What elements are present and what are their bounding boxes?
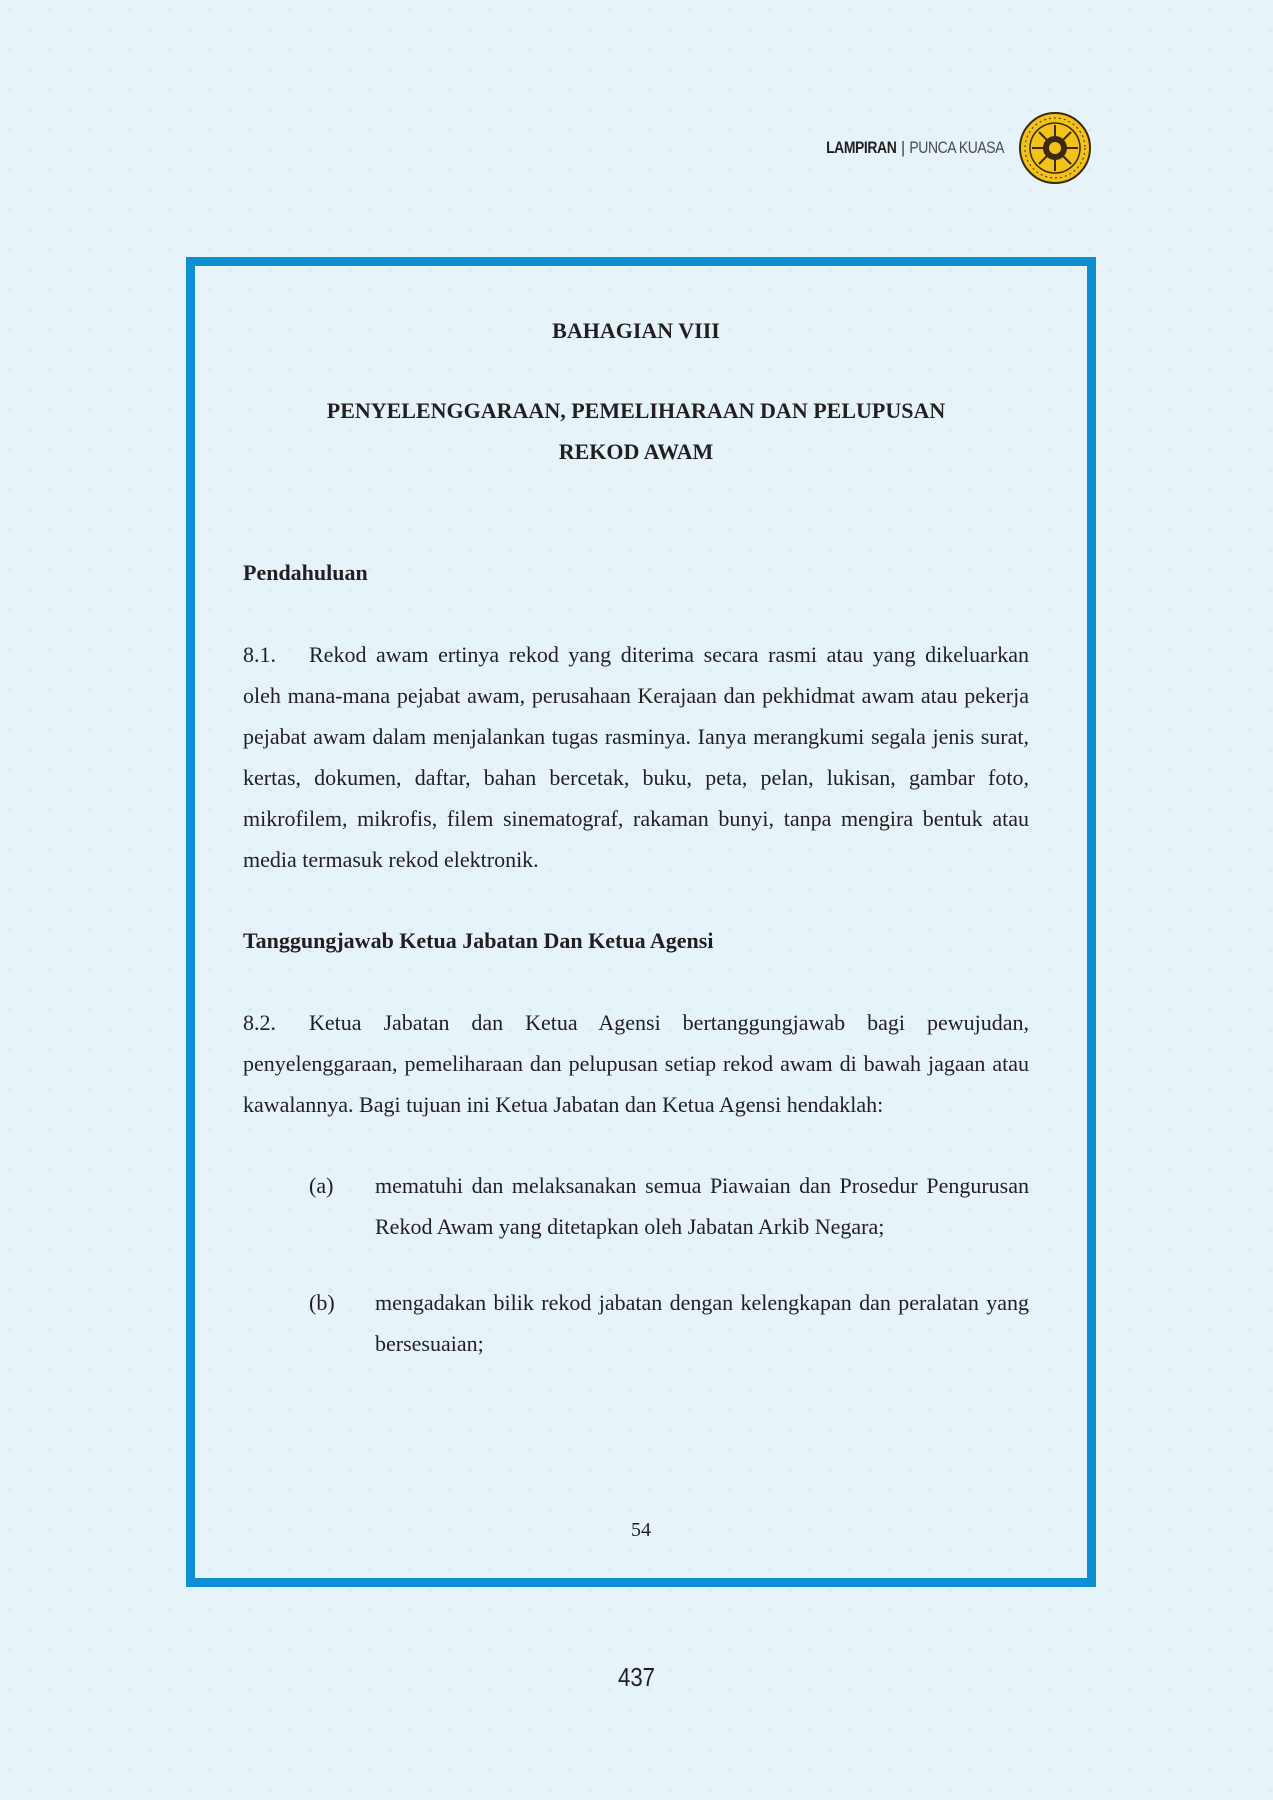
- page-number: 437: [618, 1662, 655, 1692]
- list-item: [243, 1282, 1029, 1364]
- paragraph-text: Ketua Jabatan dan Ketua Agensi bertanggungjawab bagi pewujudan, penyelenggaraan, pemeliharaan dan pelupusan setiap rekod awam di bawah jagaan atau kawalannya. Bagi tujuan ini Ketua Jabatan dan Ketua Agensi hendaklah:: [243, 1010, 1029, 1117]
- emblem-icon: [1018, 111, 1092, 185]
- section-heading-tanggungjawab: Tanggungjawab Ketua Jabatan Dan Ketua Agensi: [243, 928, 714, 953]
- paragraph-number: 8.2.: [243, 1010, 276, 1035]
- header-label: [826, 138, 1004, 158]
- list-item: [243, 1165, 1029, 1247]
- paragraph-number: 8.1.: [243, 642, 276, 667]
- paragraph-8-1: [243, 634, 1029, 880]
- list-item-label: (a): [309, 1173, 334, 1198]
- document-body: [243, 310, 1029, 1399]
- list-item-text: mengadakan bilik rekod jabatan dengan kelengkapan dan peralatan yang bersesuaian;: [375, 1290, 1029, 1356]
- list-item-label: (b): [309, 1290, 335, 1315]
- paragraph-text: Rekod awam ertinya rekod yang diterima secara rasmi atau yang dikeluarkan oleh mana-mana pejabat awam, perusahaan Kerajaan dan pekhidmat awam atau pekerja pejabat awam dalam menjalankan tugas rasminya. Ianya merangkumi segala jenis surat, kertas, dokumen, daftar, bahan bercetak, buku, peta, pelan, lukisan, gambar foto, mikrofilem, mikrofis, filem sinematograf, rakaman bunyi, tanpa mengira bentuk atau media termasuk rekod elektronik.: [243, 642, 1029, 872]
- paragraph-8-2: [243, 1002, 1029, 1125]
- header-section: LAMPIRAN: [825, 138, 897, 157]
- title-line-1: PENYELENGGARAAN, PEMELIHARAAN DAN PELUPUSAN: [326, 398, 946, 423]
- page-header: [760, 110, 1092, 186]
- part-heading: BAHAGIAN VIII: [552, 318, 720, 343]
- inner-page-number: 54: [631, 1519, 651, 1541]
- list-item-text: mematuhi dan melaksanakan semua Piawaian dan Prosedur Pengurusan Rekod Awam yang ditetapkan oleh Jabatan Arkib Negara;: [375, 1173, 1029, 1239]
- title-line-2: REKOD AWAM: [558, 439, 714, 464]
- section-heading-pendahuluan: Pendahuluan: [243, 560, 368, 585]
- header-subsection: PUNCA KUASA: [909, 138, 1004, 157]
- header-separator: |: [901, 138, 905, 157]
